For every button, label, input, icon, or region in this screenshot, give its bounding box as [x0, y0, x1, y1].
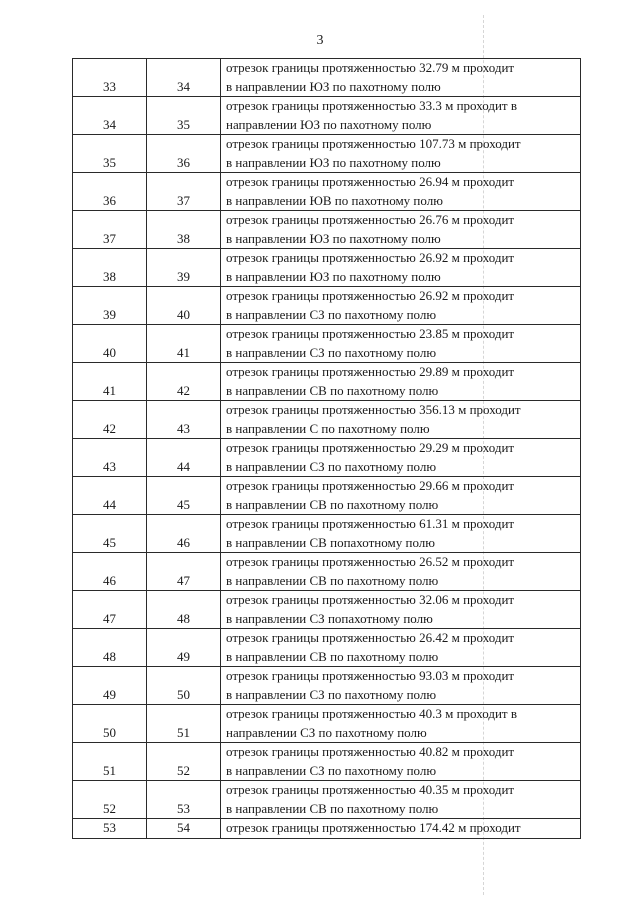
point-from-cell: 49: [73, 667, 147, 705]
table-row: [73, 515, 581, 553]
description-line-2: в направлении СВ по пахотному полю: [226, 496, 439, 512]
segment-description-cell: [221, 629, 581, 667]
description-line-1: отрезок границы протяженностью 61.31 м проходит: [226, 516, 515, 531]
description-line-2: направлении ЮЗ по пахотному полю: [226, 116, 432, 132]
segment-description-cell: [221, 173, 581, 211]
point-to-cell: 37: [147, 173, 221, 211]
segment-description-cell: [221, 211, 581, 249]
point-from-cell: 46: [73, 553, 147, 591]
point-to-cell: 36: [147, 135, 221, 173]
point-from-cell: 48: [73, 629, 147, 667]
point-to-cell: 51: [147, 705, 221, 743]
description-line-2: в направлении СЗ по пахотному полю: [226, 344, 437, 360]
point-from-cell: 42: [73, 401, 147, 439]
point-from-cell: 50: [73, 705, 147, 743]
point-to-cell: 42: [147, 363, 221, 401]
description-line-1: отрезок границы протяженностью 93.03 м проходит: [226, 668, 515, 683]
point-from-cell: 35: [73, 135, 147, 173]
table-row: [73, 553, 581, 591]
description-line-2: в направлении СВ по пахотному полю: [226, 382, 439, 398]
description-line-2: в направлении СВ по пахотному полю: [226, 572, 439, 588]
segment-description-cell: [221, 819, 581, 839]
point-from-cell: 44: [73, 477, 147, 515]
point-to-cell: 49: [147, 629, 221, 667]
point-to-cell: 54: [147, 819, 221, 839]
description-line-2: в направлении С по пахотному полю: [226, 420, 430, 436]
description-line-1: отрезок границы протяженностью 26.42 м проходит: [226, 630, 515, 645]
table-row: [73, 325, 581, 363]
table-row: [73, 477, 581, 515]
description-line-1: отрезок границы протяженностью 29.89 м проходит: [226, 364, 515, 379]
description-line-1: отрезок границы протяженностью 26.94 м проходит: [226, 174, 515, 189]
table-row: [73, 781, 581, 819]
description-line-2: в направлении ЮЗ по пахотному полю: [226, 78, 441, 94]
point-to-cell: 50: [147, 667, 221, 705]
table-row: [73, 249, 581, 287]
segment-description-cell: [221, 325, 581, 363]
point-from-cell: 52: [73, 781, 147, 819]
page-number: 3: [316, 33, 324, 48]
point-from-cell: 39: [73, 287, 147, 325]
description-line-1: отрезок границы протяженностью 356.13 м проходит: [226, 402, 521, 417]
description-line-1: отрезок границы протяженностью 40.82 м проходит: [226, 744, 515, 759]
segment-description-cell: [221, 743, 581, 781]
description-line-1: отрезок границы протяженностью 40.3 м проходит в: [226, 706, 517, 721]
table-row: [73, 287, 581, 325]
segment-description-cell: [221, 591, 581, 629]
segment-description-cell: [221, 553, 581, 591]
point-to-cell: 34: [147, 59, 221, 97]
point-from-cell: 53: [73, 819, 147, 839]
description-line-2: в направлении ЮЗ по пахотному полю: [226, 268, 441, 284]
segment-description-cell: [221, 401, 581, 439]
description-line-1: отрезок границы протяженностью 107.73 м проходит: [226, 136, 521, 151]
point-from-cell: 41: [73, 363, 147, 401]
description-line-1: отрезок границы протяженностью 29.66 м проходит: [226, 478, 515, 493]
table-row: [73, 401, 581, 439]
table-row: [73, 59, 581, 97]
description-line-2: в направлении СЗ по пахотному полю: [226, 306, 437, 322]
point-from-cell: 51: [73, 743, 147, 781]
point-to-cell: 45: [147, 477, 221, 515]
boundary-segments-table: [72, 58, 581, 839]
table-row: [73, 135, 581, 173]
description-line-2: в направлении СЗ попахотному полю: [226, 610, 433, 626]
table-row: [73, 97, 581, 135]
point-to-cell: 44: [147, 439, 221, 477]
table-row: [73, 743, 581, 781]
description-line-1: отрезок границы протяженностью 26.52 м проходит: [226, 554, 515, 569]
segment-description-cell: [221, 781, 581, 819]
description-line-1: отрезок границы протяженностью 26.92 м проходит: [226, 288, 515, 303]
point-from-cell: 33: [73, 59, 147, 97]
segment-description-cell: [221, 477, 581, 515]
point-from-cell: 36: [73, 173, 147, 211]
segment-description-cell: [221, 705, 581, 743]
description-line-2: в направлении ЮВ по пахотному полю: [226, 192, 443, 208]
segment-description-cell: [221, 97, 581, 135]
table-row: [73, 173, 581, 211]
point-from-cell: 45: [73, 515, 147, 553]
description-line-1: отрезок границы протяженностью 23.85 м проходит: [226, 326, 515, 341]
description-line-1: отрезок границы протяженностью 26.92 м проходит: [226, 250, 515, 265]
description-line-2: направлении СЗ по пахотному полю: [226, 724, 427, 740]
segment-description-cell: [221, 363, 581, 401]
description-line-1: отрезок границы протяженностью 29.29 м проходит: [226, 440, 515, 455]
description-line-1: отрезок границы протяженностью 40.35 м проходит: [226, 782, 515, 797]
point-to-cell: 40: [147, 287, 221, 325]
point-to-cell: 43: [147, 401, 221, 439]
point-from-cell: 47: [73, 591, 147, 629]
description-line-2: в направлении ЮЗ по пахотному полю: [226, 154, 441, 170]
description-line-1: отрезок границы протяженностью 32.06 м проходит: [226, 592, 515, 607]
table-row: [73, 211, 581, 249]
segment-description-cell: [221, 515, 581, 553]
table-row: [73, 591, 581, 629]
segment-description-cell: [221, 135, 581, 173]
table-row: [73, 439, 581, 477]
segment-description-cell: [221, 667, 581, 705]
description-line-2: в направлении СЗ по пахотному полю: [226, 762, 437, 778]
description-line-1: отрезок границы протяженностью 174.42 м проходит: [226, 820, 521, 835]
description-line-2: в направлении СВ по пахотному полю: [226, 800, 439, 816]
description-line-2: в направлении СВ попахотному полю: [226, 534, 435, 550]
segment-description-cell: [221, 59, 581, 97]
table-row: [73, 363, 581, 401]
segment-description-cell: [221, 249, 581, 287]
point-from-cell: 34: [73, 97, 147, 135]
table-row: [73, 629, 581, 667]
point-to-cell: 53: [147, 781, 221, 819]
point-from-cell: 40: [73, 325, 147, 363]
point-to-cell: 38: [147, 211, 221, 249]
point-to-cell: 47: [147, 553, 221, 591]
description-line-2: в направлении СЗ по пахотному полю: [226, 458, 437, 474]
point-to-cell: 35: [147, 97, 221, 135]
description-line-2: в направлении ЮЗ по пахотному полю: [226, 230, 441, 246]
point-to-cell: 48: [147, 591, 221, 629]
point-to-cell: 39: [147, 249, 221, 287]
point-from-cell: 38: [73, 249, 147, 287]
description-line-1: отрезок границы протяженностью 33.3 м проходит в: [226, 98, 517, 113]
point-from-cell: 37: [73, 211, 147, 249]
point-to-cell: 46: [147, 515, 221, 553]
point-to-cell: 41: [147, 325, 221, 363]
table-row: [73, 667, 581, 705]
description-line-2: в направлении СЗ по пахотному полю: [226, 686, 437, 702]
description-line-1: отрезок границы протяженностью 26.76 м проходит: [226, 212, 515, 227]
table-row: [73, 819, 581, 839]
description-line-1: отрезок границы протяженностью 32.79 м проходит: [226, 60, 515, 75]
point-from-cell: 43: [73, 439, 147, 477]
table-body: [73, 59, 581, 839]
description-line-2: в направлении СВ по пахотному полю: [226, 648, 439, 664]
table-row: [73, 705, 581, 743]
point-to-cell: 52: [147, 743, 221, 781]
segment-description-cell: [221, 287, 581, 325]
segment-description-cell: [221, 439, 581, 477]
